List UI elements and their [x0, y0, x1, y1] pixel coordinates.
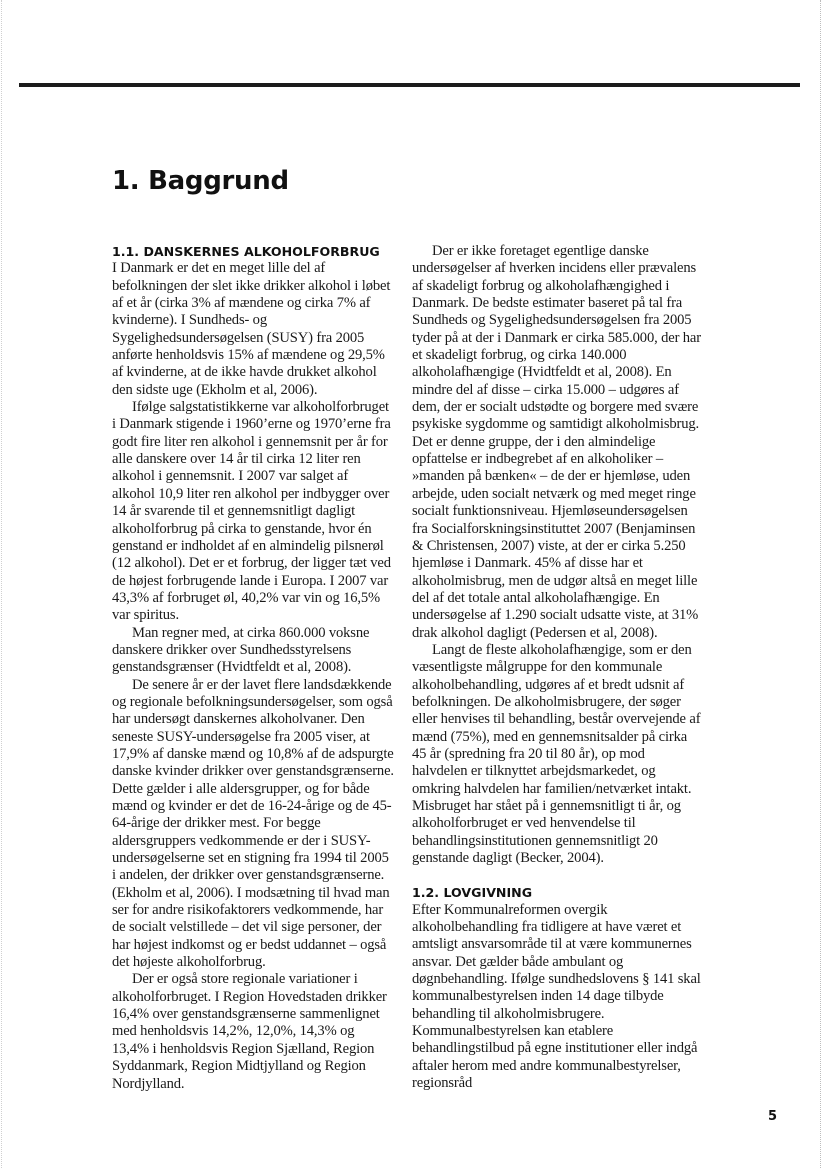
paragraph: Man regner med, at cirka 860.000 voksne danskere drikker over Sundhedsstyrelsens genstandsgrænser (Hvidtfeldt et al, 2008).: [112, 624, 370, 676]
paragraph: Langt de fleste alkoholafhængige, som er den væsentligste målgruppe for den kommunale alkoholbehandling, udgøres af et bredt udsnit af befolkningen. De alkoholmisbrugere, der søger eller henvises til behandling, består overvejende af mænd (75%), med en gennemsnitsalder på cirka 45 år (spredning fra 20 til 80 år), op mod halvdelen er tilknyttet arbejdsmarkedet, og omkring halvdelen har familien/netværket intakt. Misbruget har stået på i gennemsnitligt ti år, og alkoholforbruget er ved henvendelse til behandlingsinstitutionen gennemsnitligt 20 genstande dagligt (Becker, 2004).: [412, 641, 701, 867]
text-column-right: [412, 243, 702, 1093]
paragraph: De senere år er der lavet flere landsdækkende og regionale befolkningsundersøgelser, som også har undersøgt danskernes alkoholvaner. Den seneste SUSY-undersøgelse fra 2005 viser, at 17,9% af danske mænd og 10,8% af de adspurgte danske kvinder drikker over genstandsgrænserne. Dette gælder i alle aldersgrupper, og for både mænd og kvinder er det de 16-24-årige og de 45-64-årige der drikker mest. For begge aldersgruppers vedkommende er der i SUSY-undersøgelserne set en stigning fra 1994 til 2005 i andelen, der drikker over genstandsgrænserne. (Ekholm et al, 2006). I modsætning til hvad man ser for andre risikofaktorers vedkommende, har de socialt velstillede – det vil sige personer, der har højest indkomst og er bedst uddannet – også det højeste alkoholforbrug.: [112, 676, 394, 971]
paragraph: Efter Kommunalreformen overgik alkoholbehandling fra tidligere at have været et amtsligt ansvarsområde til at være kommunernes ansvar. Det gælder både ambulant og døgnbehandling. Ifølge sundhedslovens § 141 skal kommunalbestyrelsen inden 14 dage tilbyde behandling til alkoholmisbrugere. Kommunalbestyrelsen kan etablere behandlingstilbud på egne institutioner eller indgå aftaler herom med andre kommunalbestyrelser, regionsråd: [412, 901, 701, 1092]
section-heading-1-1: 1.1. DANSKERNES ALKOHOLFORBRUG: [112, 244, 380, 259]
scan-edge-right: [819, 0, 821, 1168]
paragraph: Der er ikke foretaget egentlige danske undersøgelser af hverken incidens eller prævalens af skadeligt forbrug og alkoholafhængighed i Danmark. De bedste estimater baseret på tal fra Sundheds og Sygelighedsundersøgelsen fra 2005 tyder på at der i Danmark er cirka 585.000, der har et skadeligt forbrug, og cirka 140.000 alkoholafhængige (Hvidtfeldt et al, 2008). En mindre del af disse – cirka 15.000 – udgøres af dem, der er socialt udstødte og borgere med svære psykiske sygdomme og samtidigt alkoholmisbrug. Det er denne gruppe, der i den almindelige opfattelse er indbegrebet af en alkoholiker – »manden på bænken« – de der er hjemløse, uden arbejde, uden socialt netværk og med meget ringe socialt funktionsniveau. Hjemløseundersøgelsen fra Socialforskningsinstituttet 2007 (Benjaminsen & Christensen, 2007) viste, at der er cirka 5.250 hjemløse i Danmark. 45% af disse har et alkoholmisbrug, men de udgør altså en meget lille del af det totale antal alkoholafhængige. En undersøgelse af 1.290 socialt udsatte viste, at 31% drak alkohol dagligt (Pedersen et al, 2008).: [412, 243, 701, 641]
section-heading-1-2: 1.2. LOVGIVNING: [412, 885, 533, 901]
scan-edge-left: [1, 0, 3, 1168]
text-column-left: [112, 243, 394, 1093]
paragraph: I Danmark er det en meget lille del af befolkningen der slet ikke drikker alkohol i løbet af et år (cirka 3% af mændene og cirka 7% af kvinderne). I Sundheds- og Sygelighedsundersøgelsen (SUSY) fra 2005 anførte henholdsvis 15% af mændene og 29,5% af kvinderne, at de ikke havde drukket alkohol den sidste uge (Ekholm et al, 2006).: [112, 260, 391, 398]
page-number: 5: [768, 1109, 778, 1124]
header-rule: [19, 83, 800, 87]
chapter-title: 1. Baggrund: [112, 166, 289, 196]
paragraph: Ifølge salgstatistikkerne var alkoholforbruget i Danmark stigende i 1960’erne og 1970’erne fra godt fire liter ren alkohol i gennemsnit per år for alle danskere over 14 år til cirka 12 liter ren alkohol i gennemsnit. I 2007 var salget af alkohol 10,9 liter ren alkohol per indbygger over 14 år svarende til et gennemsnitligt dagligt alkoholforbrug på cirka to genstande, hvor én genstand er indholdet af en almindelig pilsnerøl (12 alkohol). Det er et forbrug, der ligger tæt ved de højest forbrugende lande i Europa. I 2007 var 43,3% af forbruget øl, 40,2% var vin og 16,5% var spiritus.: [112, 399, 391, 624]
paragraph: Der er også store regionale variationer i alkoholforbruget. I Region Hovedstaden drikker 16,4% over genstandsgrænserne sammenlignet med henholdsvis 14,2%, 12,0%, 14,3% og 13,4% i henholdsvis Region Sjælland, Region Syddanmark, Region Midtjylland og Region Nordjylland.: [112, 971, 387, 1092]
